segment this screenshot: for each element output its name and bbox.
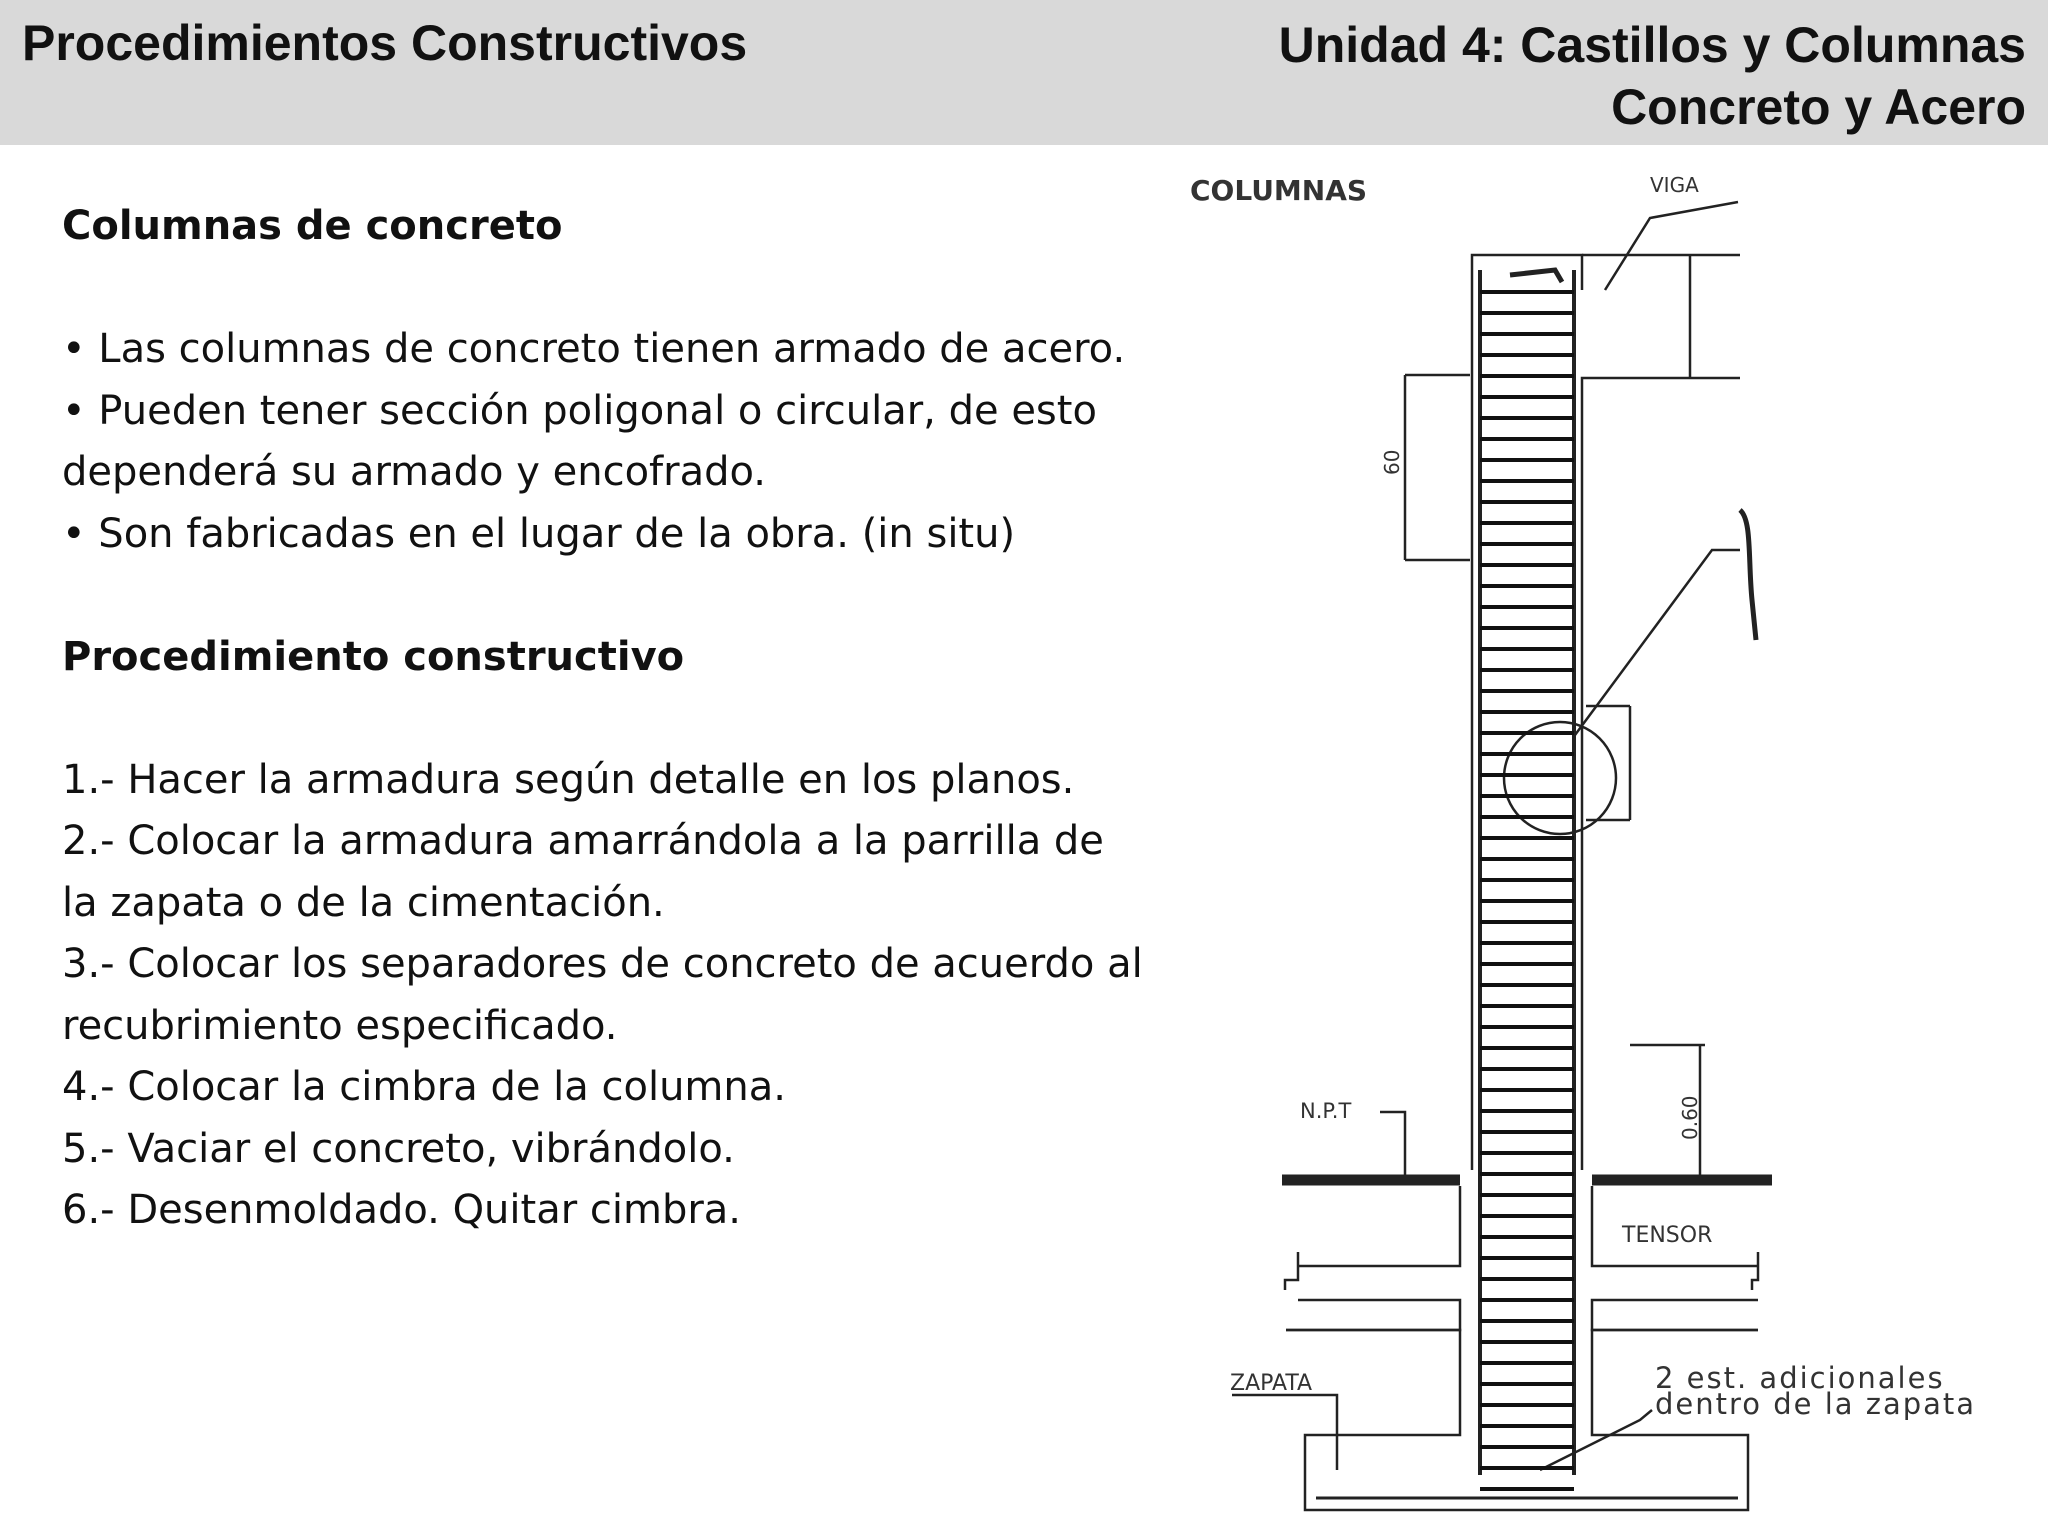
bullet-item: • Son fabricadas en el lugar de la obra. (in situ) (62, 510, 1016, 557)
detail-bar-hook (1740, 510, 1756, 640)
label-dim-60: 60 (1380, 449, 1404, 475)
tensor-beam-left-bottom (1286, 1300, 1460, 1330)
procedure-step: 2.- Colocar la armadura amarrándola a la parrilla de la zapata o de la cimentación. (62, 818, 1104, 926)
unit-topic: Concreto y Acero (1611, 79, 2026, 135)
procedure-step: 4.- Colocar la cimbra de la columna. (62, 1064, 786, 1110)
label-tensor: TENSOR (1622, 1223, 1713, 1248)
column-right-face (1582, 378, 1740, 1170)
tensor-beam-left (1298, 1186, 1460, 1266)
column-reinforcement-diagram (1180, 150, 2030, 1530)
label-npt: N.P.T (1300, 1099, 1352, 1123)
tensor-beam-right-bottom (1592, 1300, 1758, 1330)
procedure-step: 6.- Desenmoldado. Quitar cimbra. (62, 1187, 742, 1233)
slide-body-text (62, 196, 1152, 1242)
zapata-leader (1232, 1395, 1337, 1470)
slide-header (0, 0, 2048, 145)
procedure-step: 5.- Vaciar el concreto, vibrándolo. (62, 1125, 735, 1172)
unit-title-block (1279, 14, 2026, 138)
npt-leader (1380, 1112, 1405, 1178)
tensor-break-right (1752, 1252, 1758, 1290)
note-leader (1540, 1410, 1652, 1470)
section-title-procedure: Procedimiento constructivo (62, 633, 685, 680)
stirrup-set (1480, 292, 1574, 1489)
course-title: Procedimientos Constructivos (22, 15, 748, 71)
label-viga: VIGA (1650, 173, 1699, 197)
bullet-item: • Las columnas de concreto tienen armado de acero. (62, 326, 1126, 372)
procedure-step: 1.- Hacer la armadura según detalle en los planos. (62, 756, 1075, 803)
section-title-columns: Columnas de concreto (62, 203, 563, 249)
tensor-break-left (1285, 1252, 1298, 1290)
label-zapata: ZAPATA (1230, 1371, 1313, 1396)
viga-leader (1605, 202, 1738, 290)
unit-title: Unidad 4: Castillos y Columnas (1278, 17, 2026, 73)
diagram-title: COLUMNAS (1190, 174, 1368, 207)
procedure-step: 3.- Colocar los separadores de concreto de acuerdo al recubrimiento especificado. (62, 941, 1143, 1049)
note-line-1: 2 est. adicionales (1655, 1361, 1945, 1395)
bar-hook (1510, 270, 1562, 282)
bullet-item: • Pueden tener sección poligonal o circular, de esto dependerá su armado y encofrado. (62, 387, 1097, 495)
label-dim-060: 0.60 (1678, 1095, 1702, 1140)
note-line-2: dentro de la zapata (1655, 1387, 1977, 1421)
